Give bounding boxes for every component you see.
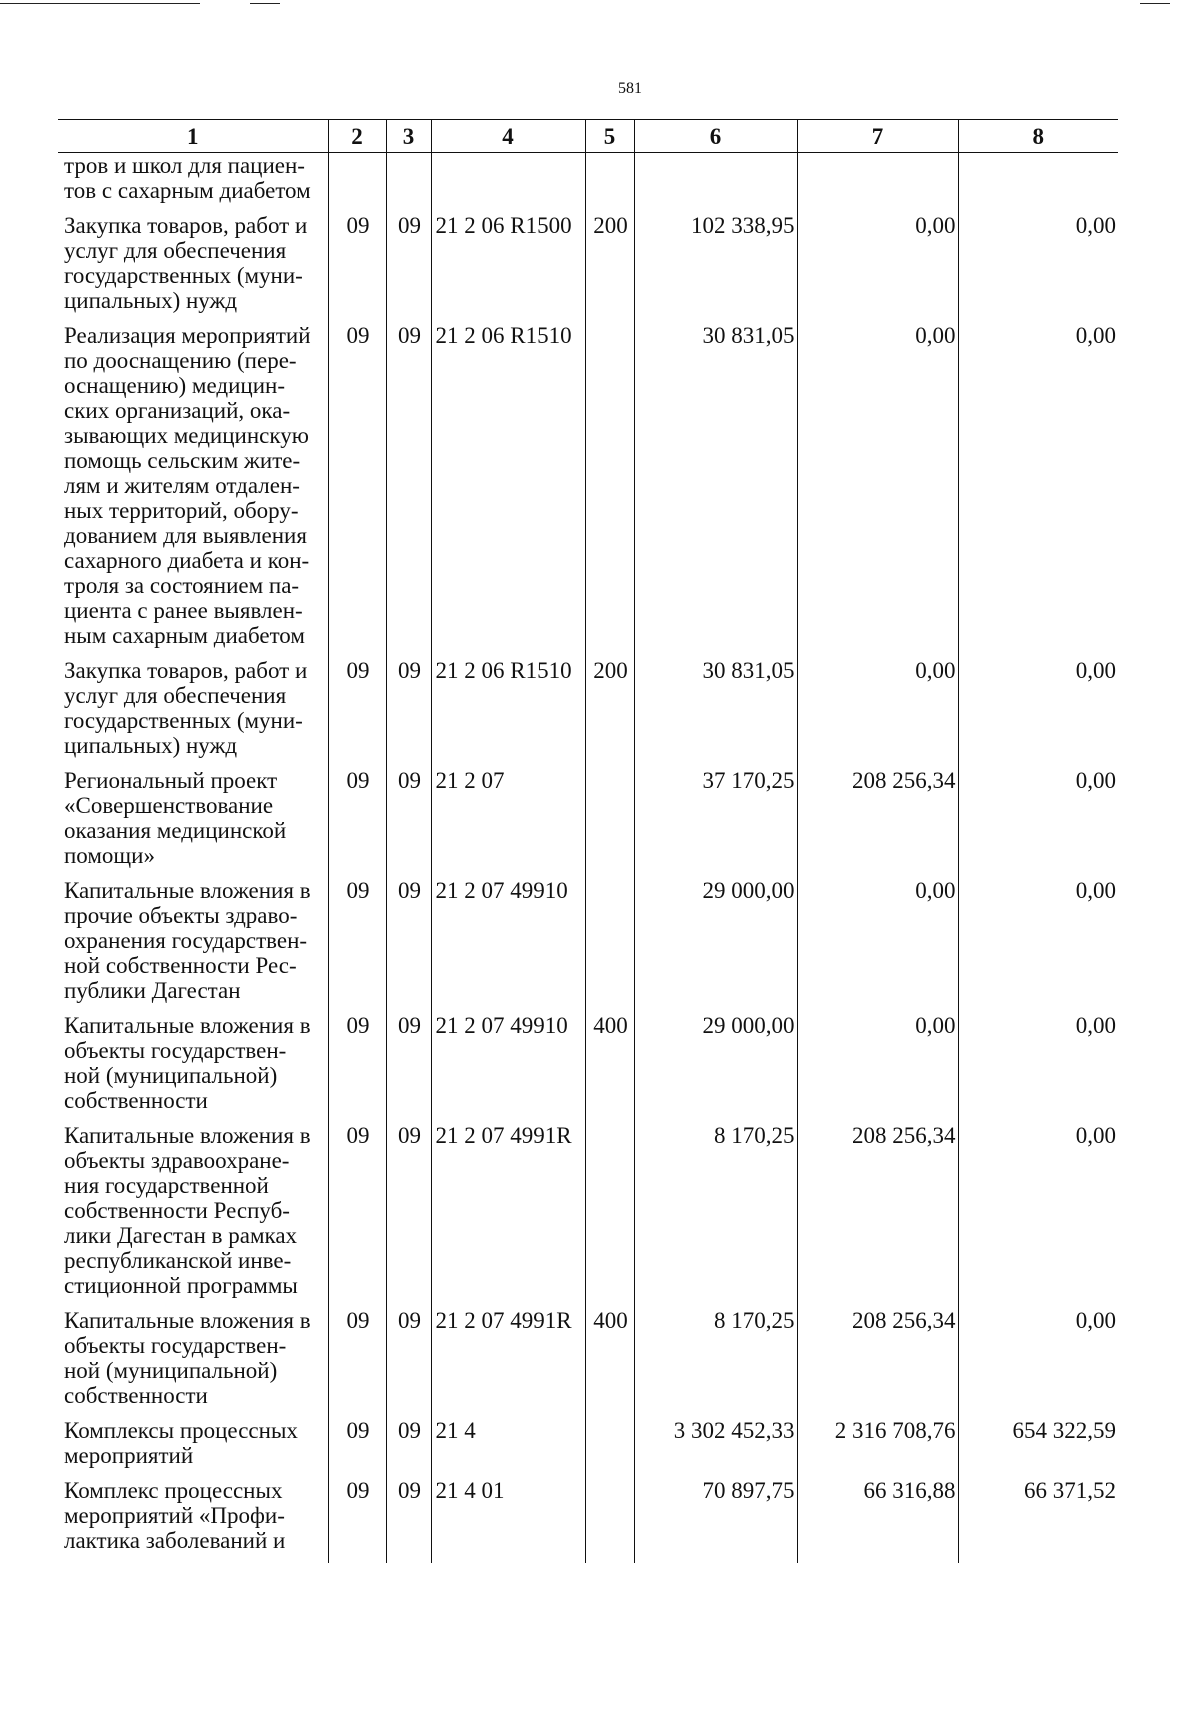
row-subsection [386,153,431,204]
table-body [58,153,1118,1564]
row-target-code: 21 2 06 R1510 [431,323,585,648]
row-amount-col6: 70 897,75 [634,1478,797,1553]
spacer-cell [328,1113,386,1123]
spacer-cell [328,648,386,658]
row-section: 09 [328,768,386,868]
spacer-cell [431,203,585,213]
row-expense-type: 200 [585,658,634,758]
row-name: Комплекс процессных мероприятий «Профи-лактика заболеваний и [64,1478,286,1553]
spacer-cell [431,313,585,323]
row-section: 09 [328,213,386,313]
row-spacer [58,1298,1118,1308]
table-row [58,658,1118,758]
row-amount-col7: 208 256,34 [797,1123,958,1298]
spacer-cell [431,758,585,768]
row-section: 09 [328,658,386,758]
spacer-cell [634,203,797,213]
spacer-cell [585,1408,634,1418]
spacer-cell [797,1113,958,1123]
spacer-cell [958,1468,1118,1478]
spacer-cell [386,1113,431,1123]
row-spacer [58,1468,1118,1478]
row-amount-col8 [958,153,1118,204]
row-subsection: 09 [386,1418,431,1468]
spacer-cell [958,1298,1118,1308]
row-amount-col8: 0,00 [958,1013,1118,1113]
spacer-cell [328,1553,386,1563]
spacer-cell [328,1468,386,1478]
spacer-cell [958,868,1118,878]
spacer-cell [328,758,386,768]
row-target-code: 21 2 07 49910 [431,1013,585,1113]
spacer-cell [58,1408,328,1418]
row-target-code: 21 2 07 4991R [431,1308,585,1408]
row-spacer [58,1113,1118,1123]
spacer-cell [58,313,328,323]
spacer-cell [431,1553,585,1563]
spacer-cell [58,758,328,768]
table-row [58,878,1118,1003]
spacer-cell [634,1298,797,1308]
row-amount-col7: 0,00 [797,323,958,648]
row-amount-col8: 654 322,59 [958,1418,1118,1468]
spacer-cell [386,1468,431,1478]
row-subsection: 09 [386,768,431,868]
row-expense-type: 200 [585,213,634,313]
row-spacer [58,203,1118,213]
row-amount-col6: 3 302 452,33 [634,1418,797,1468]
row-spacer [58,1553,1118,1563]
row-amount-col8: 0,00 [958,1123,1118,1298]
spacer-cell [958,313,1118,323]
row-amount-col6: 29 000,00 [634,1013,797,1113]
row-target-code: 21 2 07 4991R [431,1123,585,1298]
row-spacer [58,758,1118,768]
spacer-cell [634,1468,797,1478]
row-spacer [58,313,1118,323]
row-amount-col8: 66 371,52 [958,1478,1118,1553]
spacer-cell [328,313,386,323]
spacer-cell [797,1408,958,1418]
row-amount-col7: 208 256,34 [797,768,958,868]
table-row [58,323,1118,648]
header-col-6: 6 [634,120,797,153]
row-section: 09 [328,1013,386,1113]
spacer-cell [386,1298,431,1308]
scan-edge-top-2 [250,3,280,4]
spacer-cell [958,758,1118,768]
header-col-8: 8 [958,120,1118,153]
row-amount-col6: 30 831,05 [634,323,797,648]
row-amount-col6: 29 000,00 [634,878,797,1003]
table-row [58,1478,1118,1553]
row-name: тров и школ для пациен-тов с сахарным диабетом [64,153,311,203]
spacer-cell [797,1468,958,1478]
row-expense-type: 400 [585,1013,634,1113]
row-spacer [58,868,1118,878]
budget-table-container [58,119,1118,1563]
spacer-cell [634,758,797,768]
row-amount-col6: 30 831,05 [634,658,797,758]
row-amount-col6: 102 338,95 [634,213,797,313]
table-row [58,1123,1118,1298]
row-name: Капитальные вложения в объекты здравоохране-ния государственной собственности Респуб-лики Дагестан в рамках республиканской инве-стиционной программы [64,1123,311,1298]
row-subsection: 09 [386,323,431,648]
spacer-cell [585,1298,634,1308]
row-section: 09 [328,1308,386,1408]
spacer-cell [797,758,958,768]
spacer-cell [797,203,958,213]
spacer-cell [585,1553,634,1563]
row-amount-col7: 2 316 708,76 [797,1418,958,1468]
spacer-cell [958,1408,1118,1418]
spacer-cell [328,203,386,213]
header-col-4: 4 [431,120,585,153]
spacer-cell [797,1553,958,1563]
row-expense-type [585,1478,634,1553]
row-spacer [58,648,1118,658]
row-amount-col7: 0,00 [797,658,958,758]
row-target-code [431,153,585,204]
spacer-cell [328,1408,386,1418]
row-expense-type [585,323,634,648]
row-expense-type [585,1123,634,1298]
spacer-cell [58,868,328,878]
row-subsection: 09 [386,1013,431,1113]
row-subsection: 09 [386,213,431,313]
row-amount-col7: 0,00 [797,878,958,1003]
spacer-cell [585,1113,634,1123]
row-expense-type [585,153,634,204]
row-expense-type [585,1418,634,1468]
row-target-code: 21 4 01 [431,1478,585,1553]
header-col-7: 7 [797,120,958,153]
row-name: Закупка товаров, работ и услуг для обеспечения государственных (муни-ципальных) нужд [64,213,308,313]
spacer-cell [58,1003,328,1013]
budget-table [58,119,1118,1563]
spacer-cell [386,758,431,768]
spacer-cell [328,868,386,878]
row-amount-col6: 37 170,25 [634,768,797,868]
spacer-cell [58,648,328,658]
spacer-cell [634,648,797,658]
row-amount-col7 [797,153,958,204]
row-subsection: 09 [386,1478,431,1553]
scan-edge-top-3 [1140,3,1170,4]
row-section: 09 [328,1478,386,1553]
spacer-cell [386,313,431,323]
header-col-3: 3 [386,120,431,153]
row-amount-col8: 0,00 [958,878,1118,1003]
table-row [58,768,1118,868]
row-amount-col7: 66 316,88 [797,1478,958,1553]
spacer-cell [431,648,585,658]
row-name: Комплексы процессных мероприятий [64,1418,298,1468]
scan-edge-top [0,3,200,4]
spacer-cell [328,1298,386,1308]
spacer-cell [386,868,431,878]
spacer-cell [585,1468,634,1478]
spacer-cell [958,1113,1118,1123]
row-target-code: 21 2 06 R1500 [431,213,585,313]
row-name: Капитальные вложения в объекты государствен-ной (муниципальной) собственности [64,1013,311,1113]
row-target-code: 21 4 [431,1418,585,1468]
row-expense-type [585,768,634,868]
row-amount-col8: 0,00 [958,1308,1118,1408]
row-amount-col7: 0,00 [797,1013,958,1113]
spacer-cell [58,1468,328,1478]
spacer-cell [797,1298,958,1308]
page-number: 581 [618,80,642,97]
row-amount-col7: 208 256,34 [797,1308,958,1408]
row-expense-type [585,878,634,1003]
spacer-cell [634,313,797,323]
spacer-cell [797,1003,958,1013]
table-row [58,153,1118,204]
header-row [58,120,1118,153]
row-subsection: 09 [386,1308,431,1408]
spacer-cell [585,758,634,768]
row-subsection: 09 [386,658,431,758]
row-target-code: 21 2 07 [431,768,585,868]
row-amount-col7: 0,00 [797,213,958,313]
row-section: 09 [328,1418,386,1468]
row-section: 09 [328,323,386,648]
spacer-cell [958,1553,1118,1563]
spacer-cell [958,648,1118,658]
table-row [58,1013,1118,1113]
spacer-cell [634,1113,797,1123]
spacer-cell [634,868,797,878]
row-name: Реализация мероприятий по дооснащению (пере-оснащению) медицин-ских организаций, ока-зывающих медицинскую помощь сельским жите-лям и жителям отдален-ных территорий, обору-дованием для выявления сахарного диабета и кон-троля за состоянием па-циента с ранее выявлен-ным сахарным диабетом [64,323,311,648]
row-amount-col8: 0,00 [958,768,1118,868]
row-section: 09 [328,878,386,1003]
spacer-cell [58,203,328,213]
spacer-cell [431,1408,585,1418]
spacer-cell [634,1408,797,1418]
spacer-cell [958,203,1118,213]
spacer-cell [431,1003,585,1013]
spacer-cell [431,868,585,878]
spacer-cell [958,1003,1118,1013]
row-target-code: 21 2 07 49910 [431,878,585,1003]
table-row [58,1308,1118,1408]
spacer-cell [797,313,958,323]
spacer-cell [585,313,634,323]
row-name: Региональный проект «Совершенствование оказания медицинской помощи» [64,768,287,868]
row-spacer [58,1003,1118,1013]
row-target-code: 21 2 06 R1510 [431,658,585,758]
row-subsection: 09 [386,1123,431,1298]
header-col-5: 5 [585,120,634,153]
spacer-cell [634,1553,797,1563]
row-name: Капитальные вложения в прочие объекты здраво-охранения государствен-ной собственности Рес-публики Дагестан [64,878,311,1003]
spacer-cell [431,1298,585,1308]
spacer-cell [634,1003,797,1013]
row-amount-col8: 0,00 [958,213,1118,313]
row-expense-type: 400 [585,1308,634,1408]
spacer-cell [431,1113,585,1123]
spacer-cell [797,868,958,878]
header-col-1: 1 [58,120,328,153]
row-amount-col6 [634,153,797,204]
row-spacer [58,1408,1118,1418]
spacer-cell [58,1113,328,1123]
row-amount-col8: 0,00 [958,323,1118,648]
row-section: 09 [328,1123,386,1298]
row-name: Закупка товаров, работ и услуг для обеспечения государственных (муни-ципальных) нужд [64,658,308,758]
row-amount-col8: 0,00 [958,658,1118,758]
spacer-cell [585,648,634,658]
row-name: Капитальные вложения в объекты государствен-ной (муниципальной) собственности [64,1308,311,1408]
spacer-cell [58,1553,328,1563]
spacer-cell [585,1003,634,1013]
spacer-cell [585,203,634,213]
spacer-cell [797,648,958,658]
spacer-cell [431,1468,585,1478]
row-amount-col6: 8 170,25 [634,1308,797,1408]
table-row [58,1418,1118,1468]
spacer-cell [386,1553,431,1563]
spacer-cell [386,1408,431,1418]
header-col-2: 2 [328,120,386,153]
table-row [58,213,1118,313]
spacer-cell [386,1003,431,1013]
spacer-cell [328,1003,386,1013]
spacer-cell [58,1298,328,1308]
spacer-cell [386,203,431,213]
row-section [328,153,386,204]
spacer-cell [585,868,634,878]
spacer-cell [386,648,431,658]
row-amount-col6: 8 170,25 [634,1123,797,1298]
row-subsection: 09 [386,878,431,1003]
